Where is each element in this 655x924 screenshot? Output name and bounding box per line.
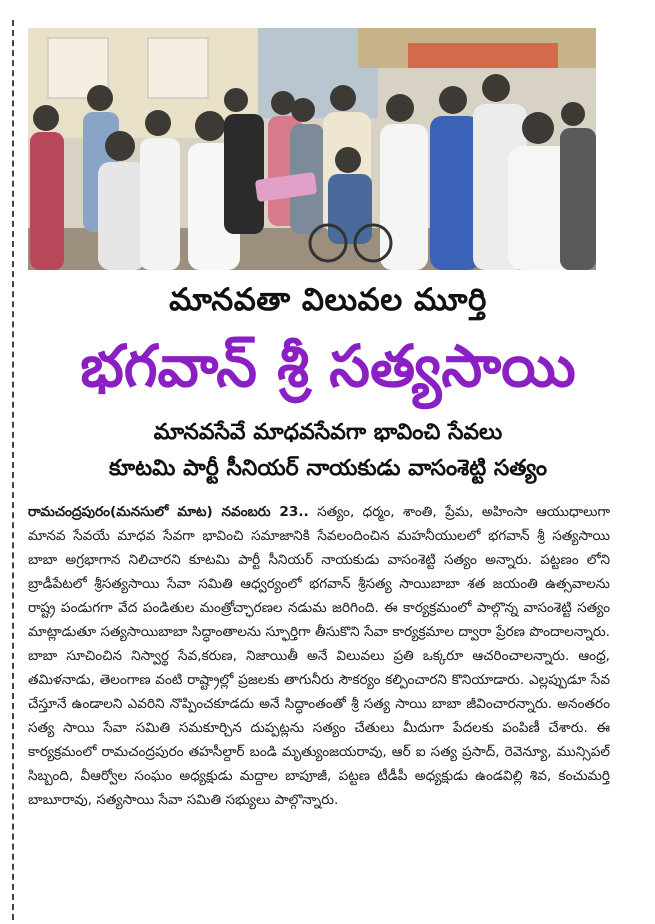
subheadline-2: కూటమి పార్టీ సీనియర్ నాయకుడు వాసంశెట్టి సత్యం [108,456,548,481]
column-divider [12,20,14,920]
article-body-text: సత్యం, ధర్మం, శాంతి, ప్రేమ, అహింసా ఆయుధాలుగా మానవ సేవయే మాధవ సేవగా భావించి సమాజానికి సేవలందించిన మహనీయులలో భగవాన్ శ్రీ సత్యసాయి బాబా అగ్రభాగాన నిలిచారని కూటమి పార్టీ సీనియర్ నాయకుడు వాసంశెట్టి సత్యం అన్నారు. పట్టణం లోని బ్రాడీపేటలో శ్రీసత్యసాయి సేవా సమితి ఆధ్వర్యంలో భగవాన్ శ్రీసత్య సాయిబాబా శత జయంతి ఉత్సవాలను రాష్ట్ర పండుగగా వేద పండితుల మంత్రోచ్ఛారణల నడుమ జరిగింది. ఈ కార్యక్రమంలో పాల్గొన్న వాసంశెట్టి సత్యం మాట్లాడుతూ సత్యసాయిబాబా సిద్ధాంతాలను స్ఫూర్తిగా తీసుకొని సేవా కార్యక్రమాల ద్వారా ప్రేరణ పొందాలన్నారు. బాబా సూచించిన నిస్వార్థ సేవ,కరుణ, నిజాయితీ అనే విలువలు ప్రతి ఒక్కరూ ఆచరించాలన్నారు. ఆంధ్ర, తమిళనాడు, తెలంగాణ వంటి రాష్ట్రాల్లో ప్రజలకు తాగునీరు సౌకర్యం కల్పించారని కొనియాడారు. ఎల్లప్పుడూ సేవ చేస్తూనే ఉండాలని ఎవరిని నొప్పించకూడదు అనే సిద్ధాంతంతో శ్రీ సత్య సాయి బాబా జీవించారన్నారు. అనంతరం సత్య సాయి సేవా సమితి సమకూర్చిన దుప్పట్లను సత్యం చేతులు మీదుగా పేదలకు పంపిణీ చేశారు. ఈ కార్యక్రమంలో రామచంద్రపురం తహసీల్దార్ బండి మృత్యుంజయరావు, ఆర్ ఐ సత్య ప్రసాద్, రెవెన్యూ, మున్సిపల్ సిబ్బంది, వీఆర్వోల సంఘం అధ్యక్షుడు మద్దాల బాపూజీ, పట్టణ టీడీపీ అధ్యక్షుడు ఉండవిల్లి శివ, కంచుమర్తి బాబూరావు, సత్యసాయి సేవా సమితి సభ్యులు పాల్గొన్నారు. [28,504,610,808]
headline-main: భగవాన్ శ్రీ సత్యసాయి [80,332,576,400]
headline-kicker: మానవతా విలువల మూర్తి [169,282,487,318]
article-body [28,500,610,920]
dateline: రామచంద్రపురం(మనసులో మాట) నవంబరు 23.. [28,504,309,520]
article-photo [28,28,596,270]
group-photo-illustration [28,28,596,270]
subheadline-1: మానవసేవే మాధవసేవగా భావించి సేవలు [153,420,503,445]
